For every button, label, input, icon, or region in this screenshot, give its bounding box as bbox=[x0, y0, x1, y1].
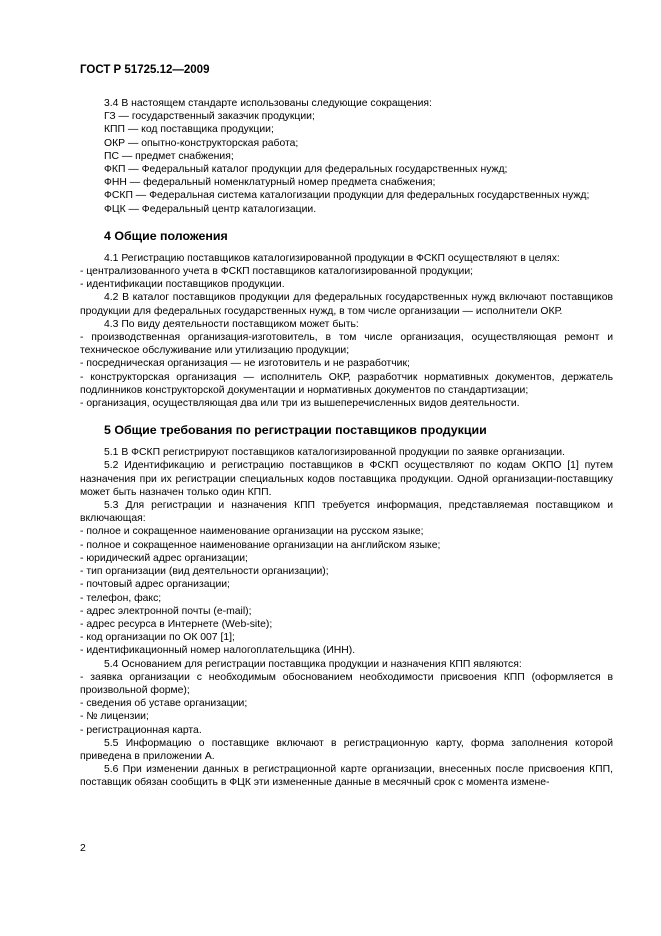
list-item: - адрес электронной почты (e-mail); bbox=[80, 605, 252, 617]
page-body bbox=[80, 97, 613, 790]
document-header: ГОСТ Р 51725.12—2009 bbox=[80, 64, 210, 76]
list-item: - производственная организация-изготовитель, в том числе организация, осуществляющая ремонт и техническое обслуживание или утилизацию продукции; bbox=[80, 332, 613, 357]
list-item: - № лицензии; bbox=[80, 711, 149, 723]
abbreviation-item: ПС — предмет снабжения; bbox=[104, 150, 234, 162]
list-item: - полное и сокращенное наименование организации на английском языке; bbox=[80, 539, 441, 551]
paragraph-4-3: 4.3 По виду деятельности поставщиком может быть: bbox=[104, 318, 359, 330]
paragraph-5-1: 5.1 В ФСКП регистрируют поставщиков каталогизированной продукции по заявке организации. bbox=[104, 447, 565, 459]
paragraph-5-5: 5.5 Информацию о поставщике включают в регистрационную карту, форма заполнения которой приведена в приложении А. bbox=[80, 737, 613, 762]
list-item: - адрес ресурса в Интернете (Web-site); bbox=[80, 618, 273, 630]
list-item: - идентификации поставщиков продукции. bbox=[80, 279, 285, 291]
list-item: - заявка организации с необходимым обоснованием необходимости присвоения КПП (оформляется в произвольной форме); bbox=[80, 671, 613, 696]
list-item: - конструкторская организация — исполнитель ОКР, разработчик нормативных документов, держатель подлинников конструкторской документации и нормативных документов по стандартизации; bbox=[80, 371, 613, 396]
list-item: - организация, осуществляющая два или три из вышеперечисленных видов деятельности. bbox=[80, 398, 520, 410]
abbreviation-item: ФСКП — Федеральная система каталогизации продукции для федеральных государственных нужд; bbox=[104, 190, 590, 202]
abbreviation-item: ГЗ — государственный заказчик продукции; bbox=[104, 111, 315, 123]
abbreviation-item: ФКП — Федеральный каталог продукции для федеральных государственных нужд; bbox=[104, 164, 508, 176]
abbreviation-item: ОКР — опытно-конструкторская работа; bbox=[104, 137, 299, 149]
paragraph-5-3: 5.3 Для регистрации и назначения КПП требуется информация, представляемая поставщиком и включающая: bbox=[80, 500, 613, 525]
list-item: - посредническая организация — не изготовитель и не разработчик; bbox=[80, 358, 410, 370]
abbreviation-item: ФЦК — Федеральный центр каталогизации. bbox=[104, 203, 317, 215]
list-item: - телефон, факс; bbox=[80, 592, 162, 604]
list-item: - идентификационный номер налогоплательщика (ИНН). bbox=[80, 645, 356, 657]
page-number: 2 bbox=[80, 843, 86, 854]
paragraph-5-4: 5.4 Основанием для регистрации поставщика продукции и назначения КПП являются: bbox=[104, 658, 522, 670]
list-item: - централизованного учета в ФСКП поставщиков каталогизированной продукции; bbox=[80, 266, 474, 278]
list-item: - тип организации (вид деятельности организации); bbox=[80, 566, 329, 578]
paragraph-5-2: 5.2 Идентификацию и регистрацию поставщиков в ФСКП осуществляют по кодам ОКПО [1] путем назначения при их регистрации специальных кодов поставщика продукции. Одной организации-поставщику может быть назначен только один КПП. bbox=[80, 460, 613, 498]
abbreviation-item: ФНН — федеральный номенклатурный номер предмета снабжения; bbox=[104, 177, 436, 189]
section-4-heading: 4 Общие положения bbox=[104, 228, 228, 243]
list-item: - регистрационная карта. bbox=[80, 724, 202, 736]
paragraph-4-2: 4.2 В каталог поставщиков продукции для федеральных государственных нужд включают поставщиков продукции для федеральных государственных нужд, в том числе организации — исполнители ОКР. bbox=[80, 292, 613, 317]
list-item: - код организации по ОК 007 [1]; bbox=[80, 632, 235, 644]
paragraph-3-4: 3.4 В настоящем стандарте использованы следующие сокращения: bbox=[104, 98, 432, 109]
section-5-heading: 5 Общие требования по регистрации поставщиков продукции bbox=[104, 423, 487, 438]
list-item: - юридический адрес организации; bbox=[80, 552, 248, 564]
paragraph-5-6: 5.6 При изменении данных в регистрационной карте организации, внесенных после присвоения КПП, поставщик обязан сообщить в ФЦК эти измененные данные в месячный срок с момента измене- bbox=[80, 764, 613, 789]
abbreviation-item: КПП — код поставщика продукции; bbox=[104, 124, 274, 136]
list-item: - полное и сокращенное наименование организации на русском языке; bbox=[80, 526, 424, 538]
paragraph-4-1: 4.1 Регистрацию поставщиков каталогизированной продукции в ФСКП осуществляют в целях: bbox=[104, 252, 560, 264]
list-item: - почтовый адрес организации; bbox=[80, 579, 230, 591]
list-item: - сведения об уставе организации; bbox=[80, 698, 248, 710]
